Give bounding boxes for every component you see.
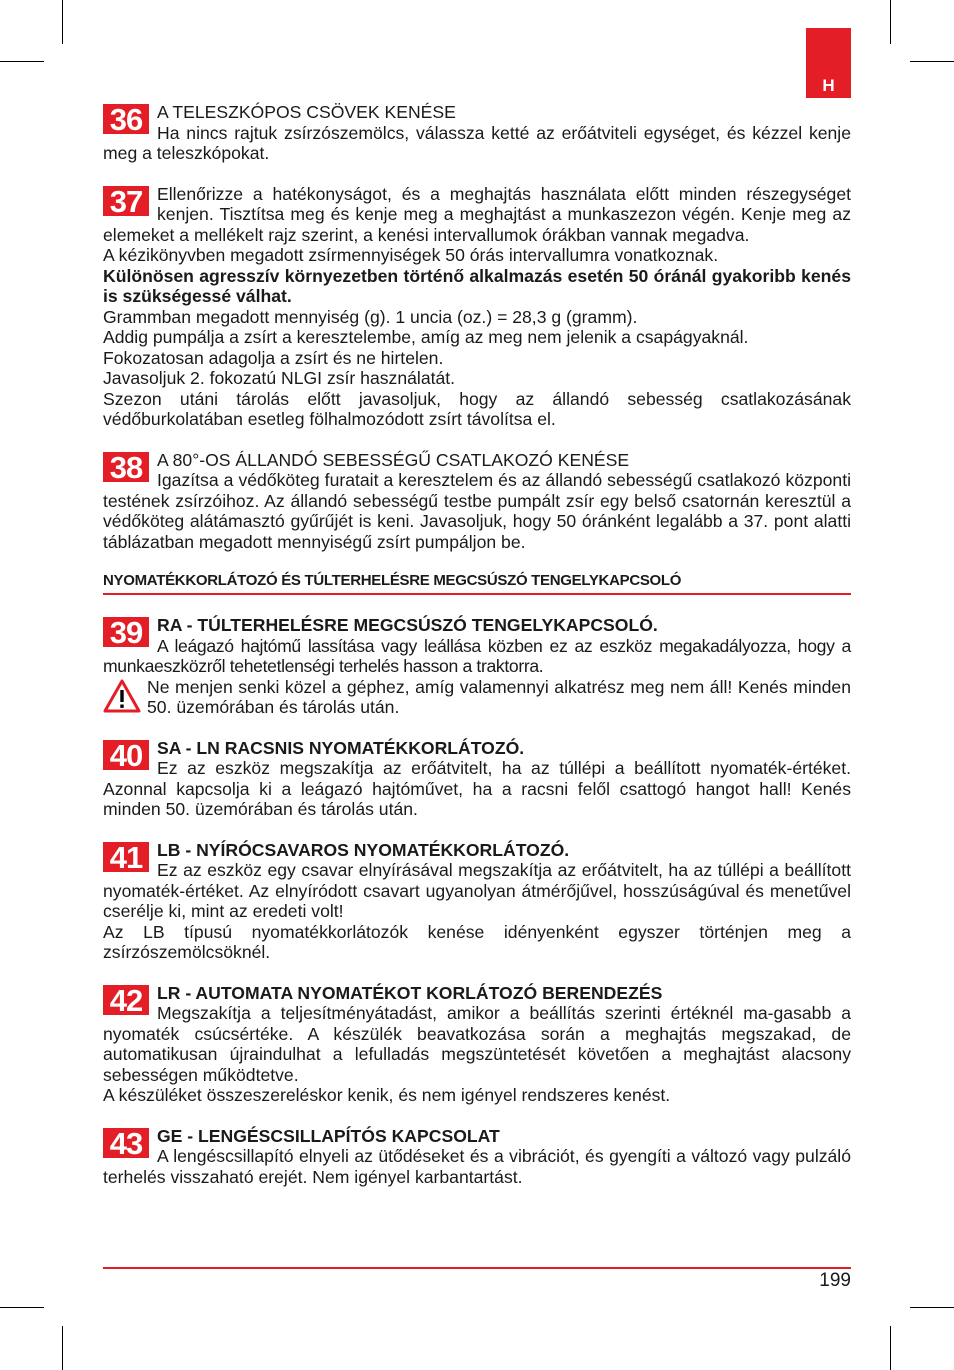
section-title: RA - TÚLTERHELÉSRE MEGCSÚSZÓ TENGELYKAPCSOLÓ. — [157, 615, 658, 635]
language-tab — [806, 28, 851, 98]
section-number: 36 — [103, 104, 149, 134]
section-number: 41 — [103, 842, 149, 872]
section-text: Megszakítja a teljesítményátadást, amikor a beállítás szerinti értéknél ma-gasabb a nyomaték csúcsértéke. A készülék beavatkozása során a meghajtás megszakad, de automatikusan újraindulhat a lefulladás megszüntetését követően a meghajtást alacsony sebességen működtetve. — [103, 1003, 851, 1085]
section-text-bold: Különösen agresszív környezetben történő alkalmazás esetén 50 óránál gyakoribb kenés is szükségessé válhat. — [103, 265, 851, 306]
section-38 — [103, 450, 851, 553]
section-title: SA - LN RACSNIS NYOMATÉKKORLÁTOZÓ. — [157, 737, 525, 758]
section-text: A kézikönyvben megadott zsírmennyiségek 50 órás intervallumra vonatkoznak. — [103, 245, 719, 265]
crop-mark — [910, 61, 954, 62]
section-text: Addig pumpálja a zsírt a keresztelembe, amíg az meg nem jelenik a csapágyaknál. — [103, 327, 749, 347]
section-text: A készüléket összeszereléskor kenik, és nem igényel rendszeres kenést. — [103, 1085, 671, 1105]
crop-mark — [0, 61, 44, 62]
warning-text: Ne menjen senki közel a géphez, amíg valamennyi alkatrész meg nem áll! Kenés minden 50. üzemórában és tárolás után. — [147, 676, 851, 717]
crop-mark — [890, 0, 891, 44]
crop-mark — [62, 1326, 63, 1370]
section-text: Ellenőrizze a hatékonyságot, és a meghajtás használata előtt minden részegységet kenjen. Tisztítsa meg és kenje meg a meghajtást a munkaszezon végén. Kenje meg az elemeket a mellékelt rajz szerint, a kenési intervallumok órákban vannak megadva. — [103, 183, 851, 245]
section-40 — [103, 738, 851, 820]
section-43 — [103, 1126, 851, 1188]
section-number: 42 — [103, 985, 149, 1015]
section-text: Ez az eszköz egy csavar elnyírásával megszakítja az erőátvitelt, ha az túllépi a beállított nyomaték-értéket. Az elnyíródott csavart ugyanolyan átmérőjűvel, hosszúságúval és menetűvel cserélje ki, mint az eredeti volt! — [103, 860, 851, 921]
section-title: A 80°-OS ÁLLANDÓ SEBESSÉGŰ CSATLAKOZÓ KENÉSE — [157, 449, 630, 470]
page-number: 199 — [819, 1270, 851, 1291]
page-content — [103, 102, 851, 1187]
section-text: Javasoljuk 2. fokozatú NLGI zsír használatát. — [103, 368, 456, 388]
section-number: 43 — [103, 1128, 149, 1158]
crop-mark — [890, 1326, 891, 1370]
section-title: LB - NYÍRÓCSAVAROS NYOMATÉKKORLÁTOZÓ. — [157, 839, 570, 860]
warning-triangle-icon — [103, 679, 141, 713]
section-text: Ha nincs rajtuk zsírzószemölcs, válassza ketté az erőátviteli egységet, és kézzel kenje meg a teleszkópokat. — [103, 122, 851, 163]
section-text: A leágazó hajtómű lassítása vagy leállása közben ez az eszköz megakadályozza, hogy a munkaeszközről tehetetlenségi terhelés hasson a traktorra. — [103, 635, 851, 676]
section-41 — [103, 840, 851, 963]
warning-block — [103, 677, 851, 718]
crop-mark — [910, 1307, 954, 1308]
crop-mark — [0, 1307, 44, 1308]
section-text: Szezon utáni tárolás előtt javasoljuk, hogy az állandó sebesség csatlakozásának védőburkolatában esetleg fölhalmozódott zsírt távolítsa el. — [103, 388, 851, 429]
section-39 — [103, 615, 851, 718]
section-text: Fokozatosan adagolja a zsírt és ne hirtelen. — [103, 347, 444, 368]
section-text: A lengéscsillapító elnyeli az ütődéseket és a vibrációt, és gyengíti a változó vagy pulzáló terhelés visszaható erejét. Nem igényel karbantartást. — [103, 1146, 851, 1187]
section-42 — [103, 983, 851, 1106]
section-number: 37 — [103, 186, 149, 216]
section-title: GE - LENGÉSCSILLAPÍTÓS KAPCSOLAT — [157, 1125, 500, 1146]
section-number: 38 — [103, 452, 149, 482]
section-text: Ez az eszköz megszakítja az erőátvitelt, ha az túllépi a beállított nyomaték-értéket. Azonnal kapcsolja ki a leágazó hajtóművet, ha a racsni felől csattogó hangot hall! Kenés minden 50. üzemórában és tárolás után. — [103, 758, 851, 819]
language-tab-label: H — [822, 76, 835, 95]
section-36 — [103, 102, 851, 164]
footer-rule — [103, 1267, 851, 1269]
section-text: Az LB típusú nyomatékkorlátozók kenése idényenként egyszer történjen meg a zsírzószemölcsöknél. — [103, 921, 851, 962]
chapter-heading: NYOMATÉKKORLÁTOZÓ ÉS TÚLTERHELÉSRE MEGCSÚSZÓ TENGELYKAPCSOLÓ — [103, 572, 851, 595]
section-number: 40 — [103, 740, 149, 770]
section-title: LR - AUTOMATA NYOMATÉKOT KORLÁTOZÓ BERENDEZÉS — [157, 982, 663, 1003]
section-text: Grammban megadott mennyiség (g). 1 uncia (oz.) = 28,3 g (gramm). — [103, 306, 638, 327]
section-title: A TELESZKÓPOS CSÖVEK KENÉSE — [157, 102, 456, 122]
section-text: Igazítsa a védőköteg furatait a keresztelem és az állandó sebességű csatlakozó központi testének zsírzóihoz. Az állandó sebességű testbe pumpált zsír egy belső csatornán keresztül a védőköteg alátámasztó gyűrűjét is keni. Javasoljuk, hogy 50 óránként legalább a 37. pont alatti táblázatban megadott mennyiségű zsírt pumpáljon be. — [103, 470, 851, 552]
crop-mark — [62, 0, 63, 44]
section-number: 39 — [103, 617, 149, 647]
section-37 — [103, 184, 851, 430]
